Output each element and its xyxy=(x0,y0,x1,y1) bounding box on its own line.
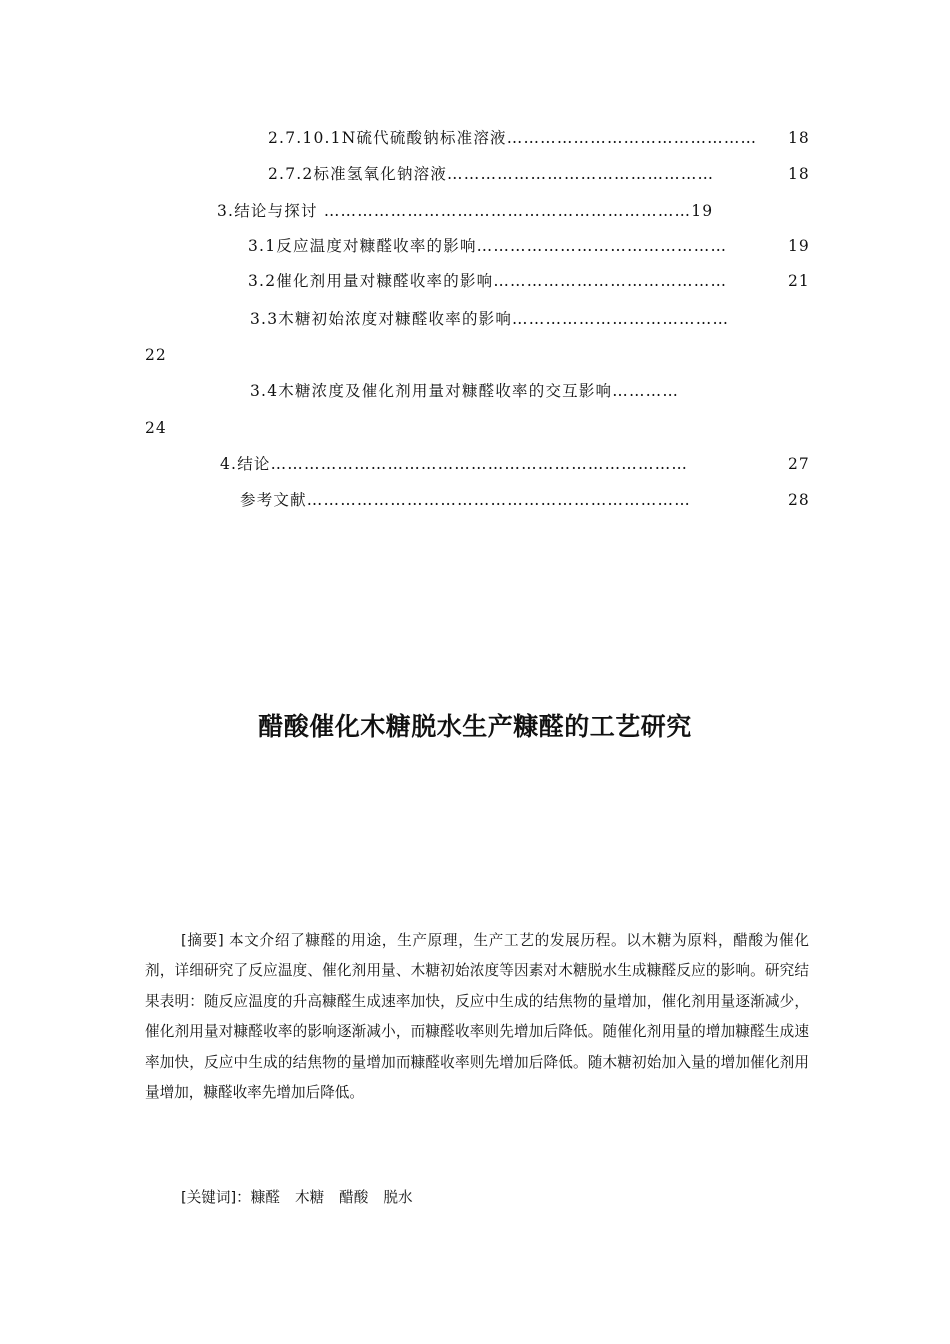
toc-page-2-7-2: 18 xyxy=(788,165,810,183)
toc-entry-3-2: 3.2催化剂用量对糠醛收率的影响…………………………………… xyxy=(248,272,728,290)
toc-entry-3: 3.结论与探讨 …………………………………………………………19 xyxy=(217,202,714,220)
keywords-label: [关键词]： xyxy=(181,1189,251,1206)
keyword-item: 脱水 xyxy=(383,1189,413,1206)
abstract-text: 本文介绍了糠醛的用途，生产原理，生产工艺的发展历程。以木糖为原料，醋酸为催化剂，详细研究了反应温度、催化剂用量、木糖初始浓度等因素对木糖脱水生成糠醛反应的影响。研究结果表明：随反应温度的升高糠醛生成速率加快，反应中生成的结焦物的量增加，催化剂用量逐渐减少，催化剂用量对糠醛收率的影响逐渐减小，而糠醛收率则先增加后降低。随催化剂用量的增加糠醛生成速率加快，反应中生成的结焦物的量增加而糠醛收率则先增加后降低。随木糖初始加入量的增加催化剂用量增加，糠醛收率先增加后降低。 xyxy=(145,932,809,1102)
toc-page-3-1: 19 xyxy=(788,237,810,255)
toc-page-references: 28 xyxy=(788,491,810,509)
keyword-item: 醋酸 xyxy=(339,1189,369,1206)
toc-page-3-4: 24 xyxy=(145,419,167,437)
toc-entry-3-3: 3.3木糖初始浓度对糠醛收率的影响………………………………… xyxy=(250,310,730,328)
paper-title: 醋酸催化木糖脱水生产糠醛的工艺研究 xyxy=(258,712,692,741)
toc-entry-2-7-1: 2.7.10.1N硫代硫酸钠标准溶液……………………………………… xyxy=(268,129,758,147)
toc-page-4: 27 xyxy=(788,455,810,473)
abstract-label: [摘要] xyxy=(181,932,224,949)
toc-entry-3-4: 3.4木糖浓度及催化剂用量对糠醛收率的交互影响………… xyxy=(250,382,680,400)
abstract-paragraph xyxy=(145,926,809,1108)
keywords-line xyxy=(181,1186,428,1207)
toc-entry-references: 参考文献…………………………………………………………… xyxy=(240,491,691,509)
toc-entry-2-7-2: 2.7.2标准氢氧化钠溶液………………………………………… xyxy=(268,165,715,183)
toc-page-2-7-1: 18 xyxy=(788,129,810,147)
keyword-item: 糠醛 xyxy=(250,1189,280,1206)
toc-page-3-2: 21 xyxy=(788,272,810,290)
toc-page-3-3: 22 xyxy=(145,346,167,364)
keyword-item: 木糖 xyxy=(294,1189,325,1206)
toc-entry-4: 4.结论………………………………………………………………… xyxy=(220,455,689,473)
toc-entry-3-1: 3.1反应温度对糠醛收率的影响……………………………………… xyxy=(248,237,728,255)
